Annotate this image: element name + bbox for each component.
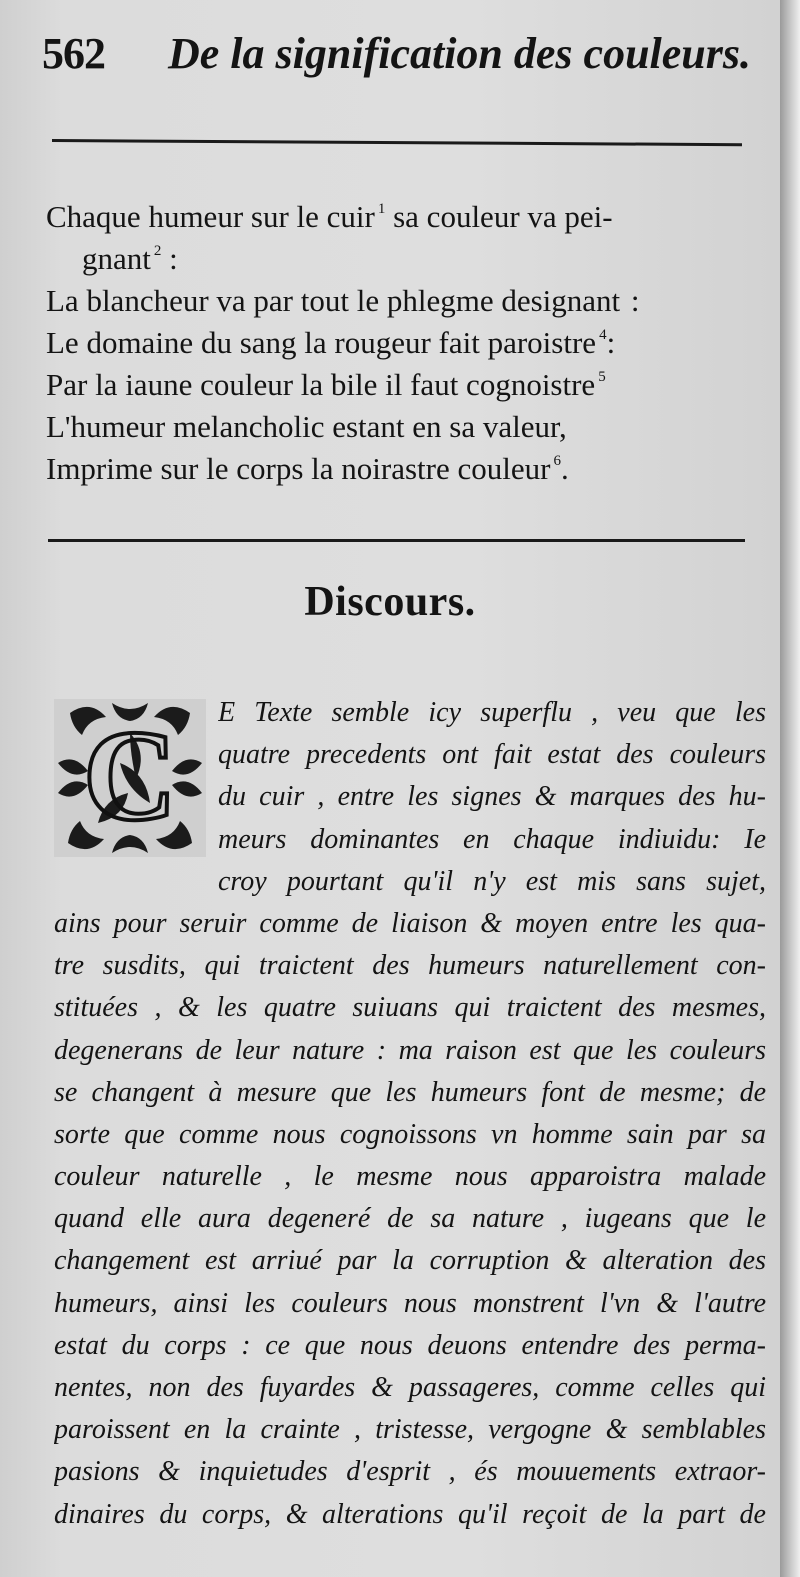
footnote-marker: 1 xyxy=(377,201,386,217)
body-line: couleur naturelle , le mesme nous apparoistra malade xyxy=(54,1161,766,1193)
body-line: changement est arriué par la corruption & alteration des xyxy=(54,1245,766,1277)
body-line: se changent à mesure que les humeurs font de mesme; de xyxy=(54,1076,766,1108)
verse-block xyxy=(46,188,766,486)
footnote-marker: 4 xyxy=(599,327,607,343)
page-number: 562 xyxy=(42,29,105,78)
svg-text:C: C xyxy=(83,704,177,848)
footnote-marker: 6 xyxy=(553,453,561,469)
body-line: quatre precedents ont fait estat des couleurs xyxy=(218,739,766,771)
verse-line: L'humeur melancholic estant en sa valeur, xyxy=(46,409,567,444)
verse-line: Imprime sur le corps la noirastre couleur $^6$. xyxy=(46,451,569,486)
body-line: estat du corps : ce que nous deuons entendre des perma- xyxy=(54,1329,766,1361)
body-line: humeurs, ainsi les couleurs nous monstrent l'vn & l'autre xyxy=(54,1287,766,1319)
page-header xyxy=(42,18,752,88)
verse-line: gnant $^2$ : xyxy=(82,241,178,276)
body-line: sorte que comme nous cognoissons vn homme sain par sa xyxy=(54,1118,766,1150)
verse-line: Chaque humeur sur le cuir $^1$ sa couleur va pei- xyxy=(46,199,613,234)
verse-line: Le domaine du sang la rougeur fait paroistre $^4$: xyxy=(46,325,616,360)
running-title: De la signification des couleurs. xyxy=(168,29,752,78)
body-line: tre susdits, qui traictent des humeurs naturellement con- xyxy=(54,950,766,982)
body-line: pasions & inquietudes d'esprit , és mouuements extraor- xyxy=(54,1456,766,1488)
page-edge xyxy=(780,0,800,1577)
body-line: paroissent en la crainte , tristesse, vergogne & semblables xyxy=(54,1414,766,1446)
body-line: quand elle aura degeneré de sa nature , iugeans que le xyxy=(54,1203,766,1235)
body-line: stituées , & les quatre suiuans qui traictent des mesmes, xyxy=(54,992,766,1024)
body-line: dinaires du corps, & alterations qu'il reçoit de la part de xyxy=(54,1498,766,1530)
body-line: meurs dominantes en chaque indiuidu: Ie xyxy=(218,823,766,855)
body-line: croy pourtant qu'il n'y est mis sans sujet, xyxy=(218,865,766,897)
header-rule xyxy=(52,139,742,146)
section-heading: Discours. xyxy=(304,579,476,625)
verse-line: La blancheur va par tout le phlegme designant : xyxy=(46,283,640,318)
body-line: ains pour seruir comme de liaison & moyen entre les qua- xyxy=(54,907,766,939)
body-line: du cuir , entre les signes & marques des hu- xyxy=(218,781,766,813)
section-rule xyxy=(48,539,745,542)
body-line: degenerans de leur nature : ma raison est que les couleurs xyxy=(54,1034,766,1066)
footnote-marker: 5 xyxy=(598,369,606,385)
body-line: nentes, non des fuyardes & passageres, comme celles qui xyxy=(54,1372,766,1403)
discourse-body xyxy=(54,692,766,1536)
footnote-marker: 2 xyxy=(153,243,162,259)
verse-line: Par la iaune couleur la bile il faut cognoistre $^5$ xyxy=(46,367,606,402)
body-line: E Texte semble icy superflu , veu que les xyxy=(218,697,766,728)
